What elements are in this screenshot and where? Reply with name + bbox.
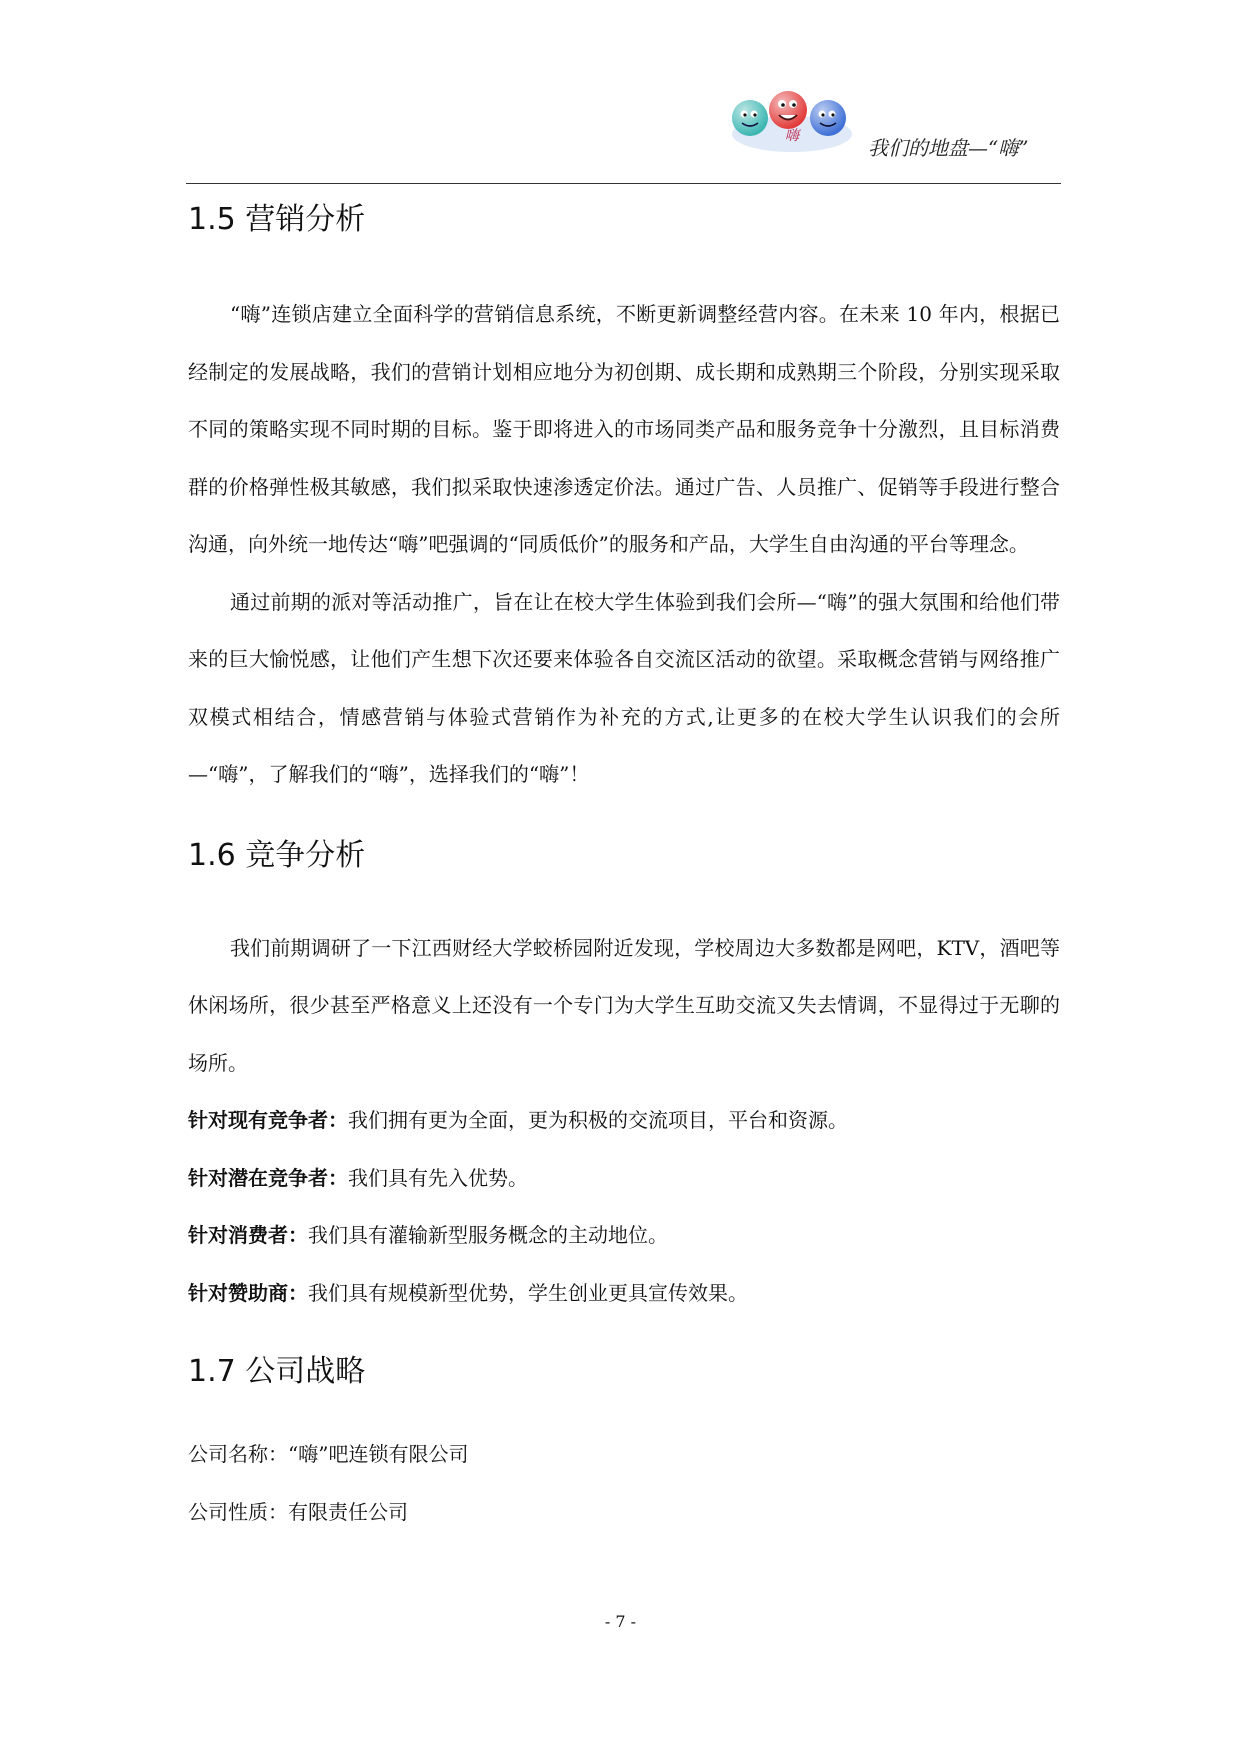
header-divider xyxy=(186,183,1061,184)
paragraph: 我们前期调研了一下江西财经大学蛟桥园附近发现，学校周边大多数都是网吧，KTV，酒吧等休闲场所，很少甚至严格意义上还没有一个专门为大学生互助交流又失去情调，不显得过于无聊的场所。 xyxy=(188,935,1060,1075)
point-text: 我们具有规模新型优势，学生创业更具宣传效果。 xyxy=(308,1280,748,1305)
section-company-strategy xyxy=(188,1352,1060,1541)
section-competition-analysis xyxy=(188,836,1060,1323)
competitor-point xyxy=(188,1207,1060,1265)
point-label: 针对现有竞争者： xyxy=(188,1108,348,1132)
header-tagline: 我们的地盘—“嗨” xyxy=(868,136,1029,160)
paragraph: 通过前期的派对等活动推广，旨在让在校大学生体验到我们会所—“嗨”的强大氛围和给他们带来的巨大愉悦感，让他们产生想下次还要来体验各自交流区活动的欲望。采取概念营销与网络推广双模式相结合，情感营销与体验式营销作为补充的方式,让更多的在校大学生认识我们的会所—“嗨”，了解我们的“嗨”，选择我们的“嗨”！ xyxy=(188,589,1060,786)
point-text: 我们具有先入优势。 xyxy=(348,1165,528,1190)
competitor-point xyxy=(188,1265,1060,1323)
section-marketing-analysis xyxy=(188,200,1060,804)
point-label: 针对消费者： xyxy=(188,1223,308,1247)
point-text: 我们拥有更为全面，更为积极的交流项目，平台和资源。 xyxy=(348,1108,848,1132)
smiley-balls-logo-icon xyxy=(726,88,858,158)
document-body xyxy=(188,190,1060,1541)
company-name-line: 公司名称：“嗨”吧连锁有限公司 xyxy=(188,1442,469,1466)
point-text: 我们具有灌输新型服务概念的主动地位。 xyxy=(308,1223,668,1247)
company-type-line: 公司性质：有限责任公司 xyxy=(188,1499,408,1524)
competitor-point xyxy=(188,1092,1060,1150)
page-number: - 7 - xyxy=(604,1612,637,1631)
section-title: 1.6 竞争分析 xyxy=(188,837,366,873)
logo-text: 嗨 xyxy=(785,128,799,144)
competitor-point xyxy=(188,1150,1060,1208)
point-label: 针对赞助商： xyxy=(188,1280,308,1305)
section-title: 1.5 营销分析 xyxy=(188,202,366,237)
section-title: 1.7 公司战略 xyxy=(188,1354,366,1389)
point-label: 针对潜在竞争者： xyxy=(188,1165,348,1190)
paragraph: “嗨”连锁店建立全面科学的营销信息系统，不断更新调整经营内容。在未来 10 年内，根据已经制定的发展战略，我们的营销计划相应地分为初创期、成长期和成熟期三个阶段，分别实现采取不同的策略实现不同时期的目标。鉴于即将进入的市场同类产品和服务竞争十分激烈，且目标消费群的价格弹性极其敏感，我们拟采取快速渗透定价法。通过广告、人员推广、促销等手段进行整合沟通，向外统一地传达“嗨”吧强调的“同质低价”的服务和产品，大学生自由沟通的平台等理念。 xyxy=(188,302,1060,556)
